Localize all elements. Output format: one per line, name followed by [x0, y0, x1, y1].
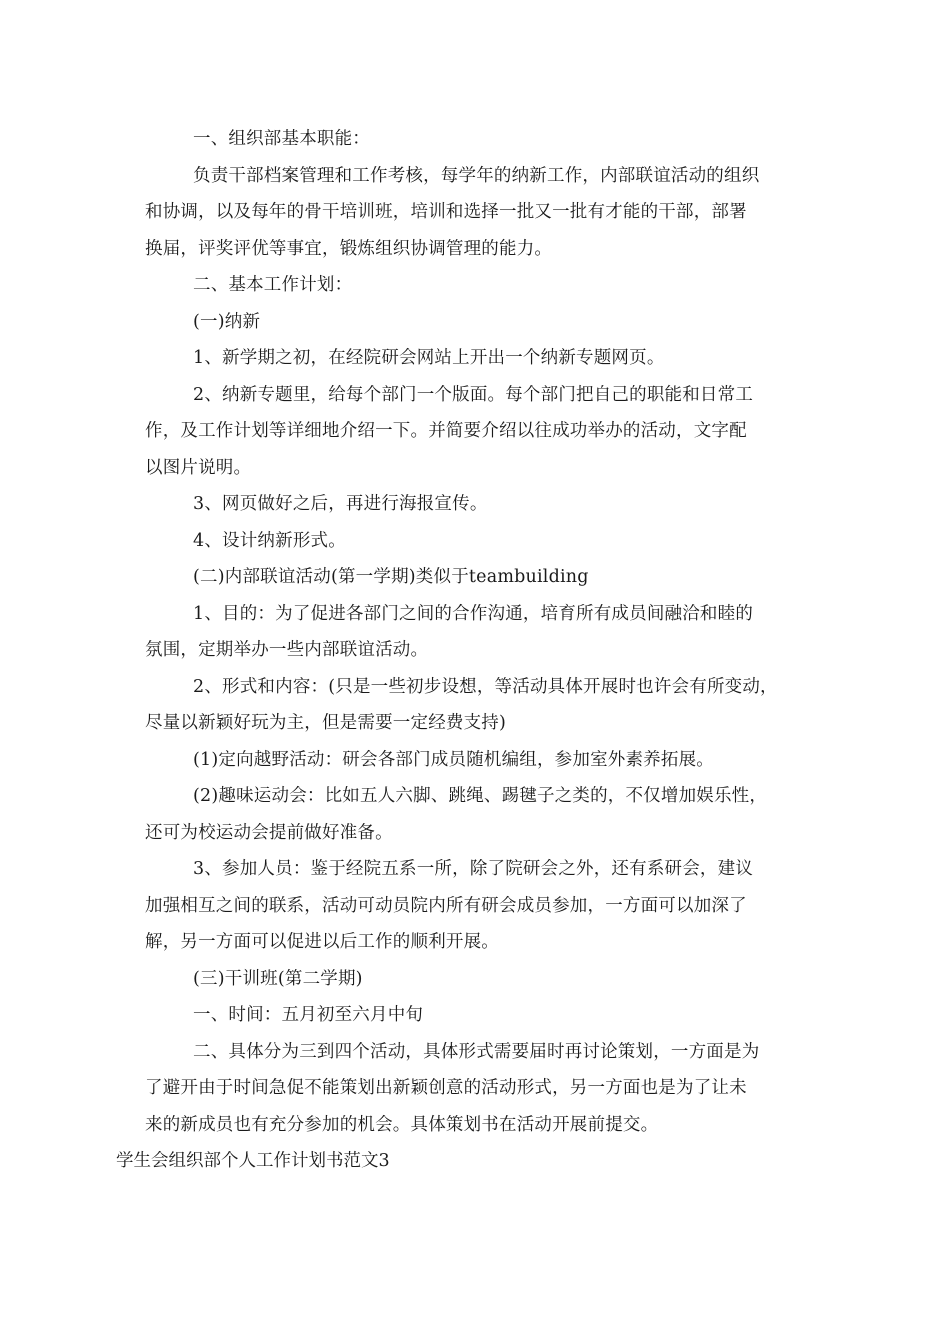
subsection-heading-training: (三)干训班(第二学期)	[193, 968, 363, 989]
next-article-title: 学生会组织部个人工作计划书范文3	[116, 1151, 390, 1171]
paragraph-line: 3、网页做好之后，再进行海报宣传。	[193, 494, 488, 514]
paragraph-line: 1、新学期之初，在经院研会网站上开出一个纳新专题网页。	[193, 348, 665, 368]
paragraph-line: 作，及工作计划等详细地介绍一下。并简要介绍以往成功举办的活动，文字配	[145, 421, 747, 441]
section-heading-functions: 一、组织部基本职能：	[193, 129, 370, 149]
paragraph-line: 一、时间：五月初至六月中旬	[193, 1005, 424, 1025]
subsection-heading-teambuilding: (二)内部联谊活动(第一学期)类似于teambuilding	[193, 567, 589, 587]
paragraph-line: 尽量以新颖好玩为主，但是需要一定经费支持)	[145, 713, 507, 733]
paragraph-line: (1)定向越野活动：研会各部门成员随机编组，参加室外素养拓展。	[193, 749, 714, 770]
paragraph-line: 二、具体分为三到四个活动，具体形式需要届时再讨论策划，一方面是为	[193, 1041, 760, 1062]
paragraph-line: 2、纳新专题里，给每个部门一个版面。每个部门把自己的职能和日常工	[193, 384, 754, 405]
paragraph-line: 3、参加人员：鉴于经院五系一所，除了院研会之外，还有系研会，建议	[193, 859, 754, 879]
paragraph-line: 1、目的：为了促进各部门之间的合作沟通，培育所有成员间融洽和睦的	[193, 603, 754, 624]
paragraph-line: 来的新成员也有充分参加的机会。具体策划书在活动开展前提交。	[145, 1114, 659, 1135]
document-body	[116, 121, 825, 1180]
paragraph-line: 换届，评奖评优等事宜，锻炼组织协调管理的能力。	[145, 238, 553, 259]
paragraph-line: 4、设计纳新形式。	[193, 530, 346, 551]
paragraph-line: 负责干部档案管理和工作考核，每学年的纳新工作，内部联谊活动的组织	[193, 165, 760, 186]
paragraph-line: 解，另一方面可以促进以后工作的顺利开展。	[145, 932, 499, 952]
paragraph-line: 以图片说明。	[145, 457, 252, 478]
paragraph-line: 2、形式和内容：(只是一些初步设想，等活动具体开展时也许会有所变动，	[193, 676, 778, 697]
paragraph-line: 氛围，定期举办一些内部联谊活动。	[145, 640, 429, 660]
paragraph-line: (2)趣味运动会：比如五人六脚、跳绳、踢毽子之类的，不仅增加娱乐性，	[193, 786, 768, 806]
subsection-heading-recruit: (一)纳新	[193, 311, 261, 332]
paragraph-line: 和协调，以及每年的骨干培训班，培训和选择一批又一批有才能的干部，部署	[145, 202, 747, 222]
paragraph-line: 了避开由于时间急促不能策划出新颖创意的活动形式，另一方面也是为了让未	[145, 1078, 747, 1098]
paragraph-line: 加强相互之间的联系，活动可动员院内所有研会成员参加，一方面可以加深了	[145, 895, 747, 916]
section-heading-plan: 二、基本工作计划：	[193, 275, 353, 295]
paragraph-line: 还可为校运动会提前做好准备。	[145, 822, 393, 843]
